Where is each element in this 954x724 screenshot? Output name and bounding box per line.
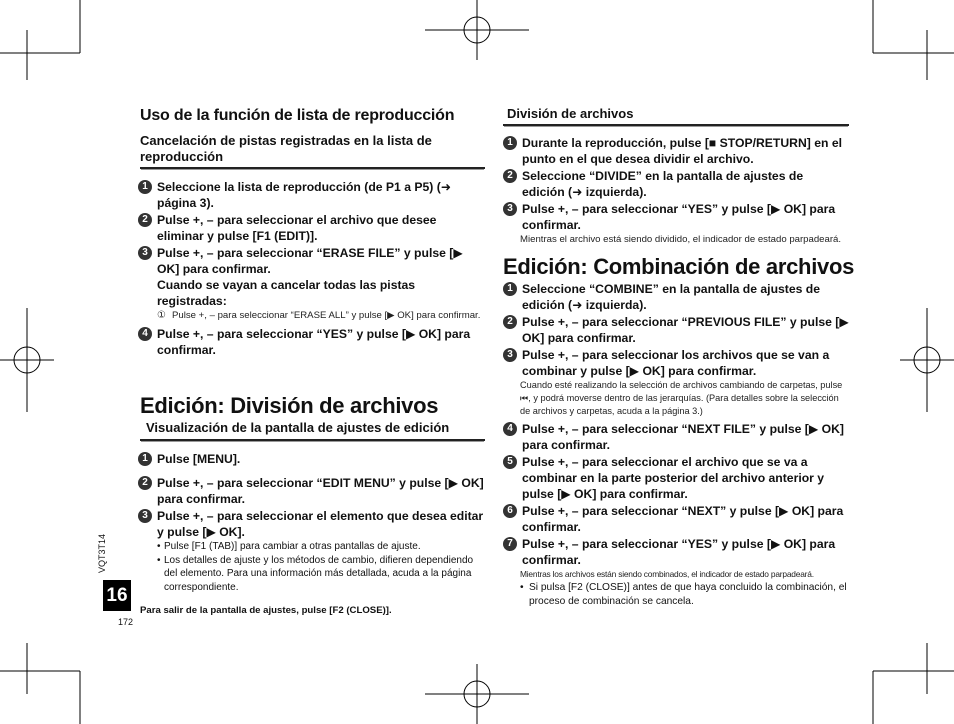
bullet-icon: • xyxy=(157,541,161,552)
left-column xyxy=(140,107,485,358)
bullet-icon: • xyxy=(157,554,161,566)
step-text: Seleccione la lista de reproducción (de P1 a P5) (➜ página 3). xyxy=(157,180,452,210)
division-step-2 xyxy=(138,475,485,507)
exit-note: Para salir de la pantalla de ajustes, pulse [F2 (CLOSE)]. xyxy=(140,605,392,616)
divide-step-3-note: Mientras el archivo está siendo dividido, el indicador de estado parpadeará. xyxy=(520,234,842,245)
step-number-icon: 7 xyxy=(503,537,517,551)
combine-step-1 xyxy=(503,281,849,313)
divide-step-2 xyxy=(503,168,849,200)
step-text: Pulse +, – para seleccionar el elemento que desea editar y pulse [▶ OK]. xyxy=(157,509,484,539)
division-heading: Visualización de la pantalla de ajustes de edición xyxy=(140,420,485,441)
step-text: Pulse +, – para seleccionar “NEXT FILE” y pulse [▶ OK] para confirmar. xyxy=(522,422,844,452)
step-number-icon: 4 xyxy=(503,422,517,436)
step-number-icon: 1 xyxy=(138,452,152,466)
step-number-icon: 3 xyxy=(503,202,517,216)
note-text: Pulse +, – para seleccionar “ERASE ALL” y pulse [▶ OK] para confirmar. xyxy=(172,310,481,321)
step-number-icon: 2 xyxy=(503,169,517,183)
step-text: Pulse +, – para seleccionar los archivos que se van a combinar y pulse [▶ OK] para confirmar. xyxy=(522,348,830,378)
step-number-icon: 2 xyxy=(138,476,152,490)
step-number-icon: 3 xyxy=(138,246,152,260)
combine-step-7-note: Mientras los archivos están siendo combinados, el indicador de estado parpadeará. xyxy=(520,569,814,579)
step-text: Seleccione “COMBINE” en la pantalla de ajustes de edición (➜ izquierda). xyxy=(522,282,821,312)
cancel-step-1 xyxy=(138,179,485,211)
step-text: Pulse +, – para seleccionar el archivo que desee eliminar y pulse [F1 (EDIT)]. xyxy=(157,213,437,243)
cancel-step-3-note xyxy=(138,309,485,323)
doc-code: VQT3T14 xyxy=(97,533,107,573)
step-text: Pulse +, – para seleccionar “NEXT” y pulse [▶ OK] para confirmar. xyxy=(522,504,844,534)
division-bullet-1 xyxy=(138,540,485,554)
circled-one-icon: ① xyxy=(157,310,166,321)
cancel-step-3 xyxy=(138,245,485,277)
bullet-text: Si pulsa [F2 (CLOSE)] antes de que haya concluido la combinación, el proceso de combinación se cancela. xyxy=(529,582,847,607)
cancel-step-3-extra: Cuando se vayan a cancelar todas las pistas registradas: xyxy=(157,278,416,308)
page-number: 172 xyxy=(118,617,134,627)
division-step-1 xyxy=(138,451,485,467)
combine-step-6 xyxy=(503,503,849,535)
combine-title: Edición: Combinación de archivos xyxy=(503,254,855,279)
division-files-heading: División de archivos xyxy=(503,106,849,126)
combine-step-3-note: Cuando esté realizando la selección de archivos cambiando de carpetas, pulse ⏮, y podrá moverse dentro de las jerarquías. (Para detalles sobre la selección de archivos y carpetas, acuda a la página 3.) xyxy=(520,380,843,416)
step-text: Pulse +, – para seleccionar “PREVIOUS FILE” y pulse [▶ OK] para confirmar. xyxy=(522,315,849,345)
step-text: Pulse +, – para seleccionar “YES” y pulse [▶ OK] para confirmar. xyxy=(522,537,836,567)
combine-step-7 xyxy=(503,536,849,568)
bullet-icon: • xyxy=(520,582,524,593)
cancel-step-2 xyxy=(138,212,485,244)
combine-step-3 xyxy=(503,347,849,379)
step-text: Pulse +, – para seleccionar “YES” y pulse [▶ OK] para confirmar. xyxy=(157,327,471,357)
step-number-icon: 1 xyxy=(138,180,152,194)
combine-step-5 xyxy=(503,454,849,502)
divide-step-3 xyxy=(503,201,849,233)
step-text: Pulse +, – para seleccionar el archivo que se va a combinar en la parte posterior del archivo anterior y pulse [▶ OK] para confirmar. xyxy=(522,455,825,501)
step-number-icon: 4 xyxy=(138,327,152,341)
step-text: Durante la reproducción, pulse [■ STOP/RETURN] en el punto en el que desea dividir el archivo. xyxy=(522,136,842,166)
combine-step-2 xyxy=(503,314,849,346)
bullet-text: Los detalles de ajuste y los métodos de cambio, difieren dependiendo del elemento. Para una información más detallada, acuda a la página correspondiente. xyxy=(164,554,474,593)
step-number-icon: 1 xyxy=(503,282,517,296)
bullet-text: Pulse [F1 (TAB)] para cambiar a otras pantallas de ajuste. xyxy=(164,541,421,552)
step-text: Pulse +, – para seleccionar “EDIT MENU” y pulse [▶ OK] para confirmar. xyxy=(157,476,484,506)
step-number-icon: 6 xyxy=(503,504,517,518)
division-bullet-2 xyxy=(138,554,485,595)
step-text: Seleccione “DIVIDE” en la pantalla de ajustes de edición (➜ izquierda). xyxy=(522,169,804,199)
step-number-icon: 3 xyxy=(138,509,152,523)
division-section xyxy=(140,393,485,616)
step-number-icon: 3 xyxy=(503,348,517,362)
cancel-heading: Cancelación de pistas registradas en la lista de reproducción xyxy=(140,133,485,169)
combine-step-4 xyxy=(503,421,849,453)
step-text: Pulse +, – para seleccionar “YES” y pulse [▶ OK] para confirmar. xyxy=(522,202,836,232)
step-number-icon: 1 xyxy=(503,136,517,150)
section-title: Uso de la función de lista de reproducción xyxy=(140,107,455,124)
combine-bullet xyxy=(503,581,849,609)
step-text: Pulse [MENU]. xyxy=(157,452,241,466)
division-step-3 xyxy=(138,508,485,540)
page-tab: 16 xyxy=(103,580,131,611)
step-number-icon: 2 xyxy=(503,315,517,329)
divide-step-1 xyxy=(503,135,849,167)
step-number-icon: 5 xyxy=(503,455,517,469)
cancel-step-4 xyxy=(138,326,485,358)
step-number-icon: 2 xyxy=(138,213,152,227)
step-text: Pulse +, – para seleccionar “ERASE FILE” y pulse [▶ OK] para confirmar. xyxy=(157,246,463,276)
right-column xyxy=(503,106,855,609)
division-title: Edición: División de archivos xyxy=(140,393,439,418)
